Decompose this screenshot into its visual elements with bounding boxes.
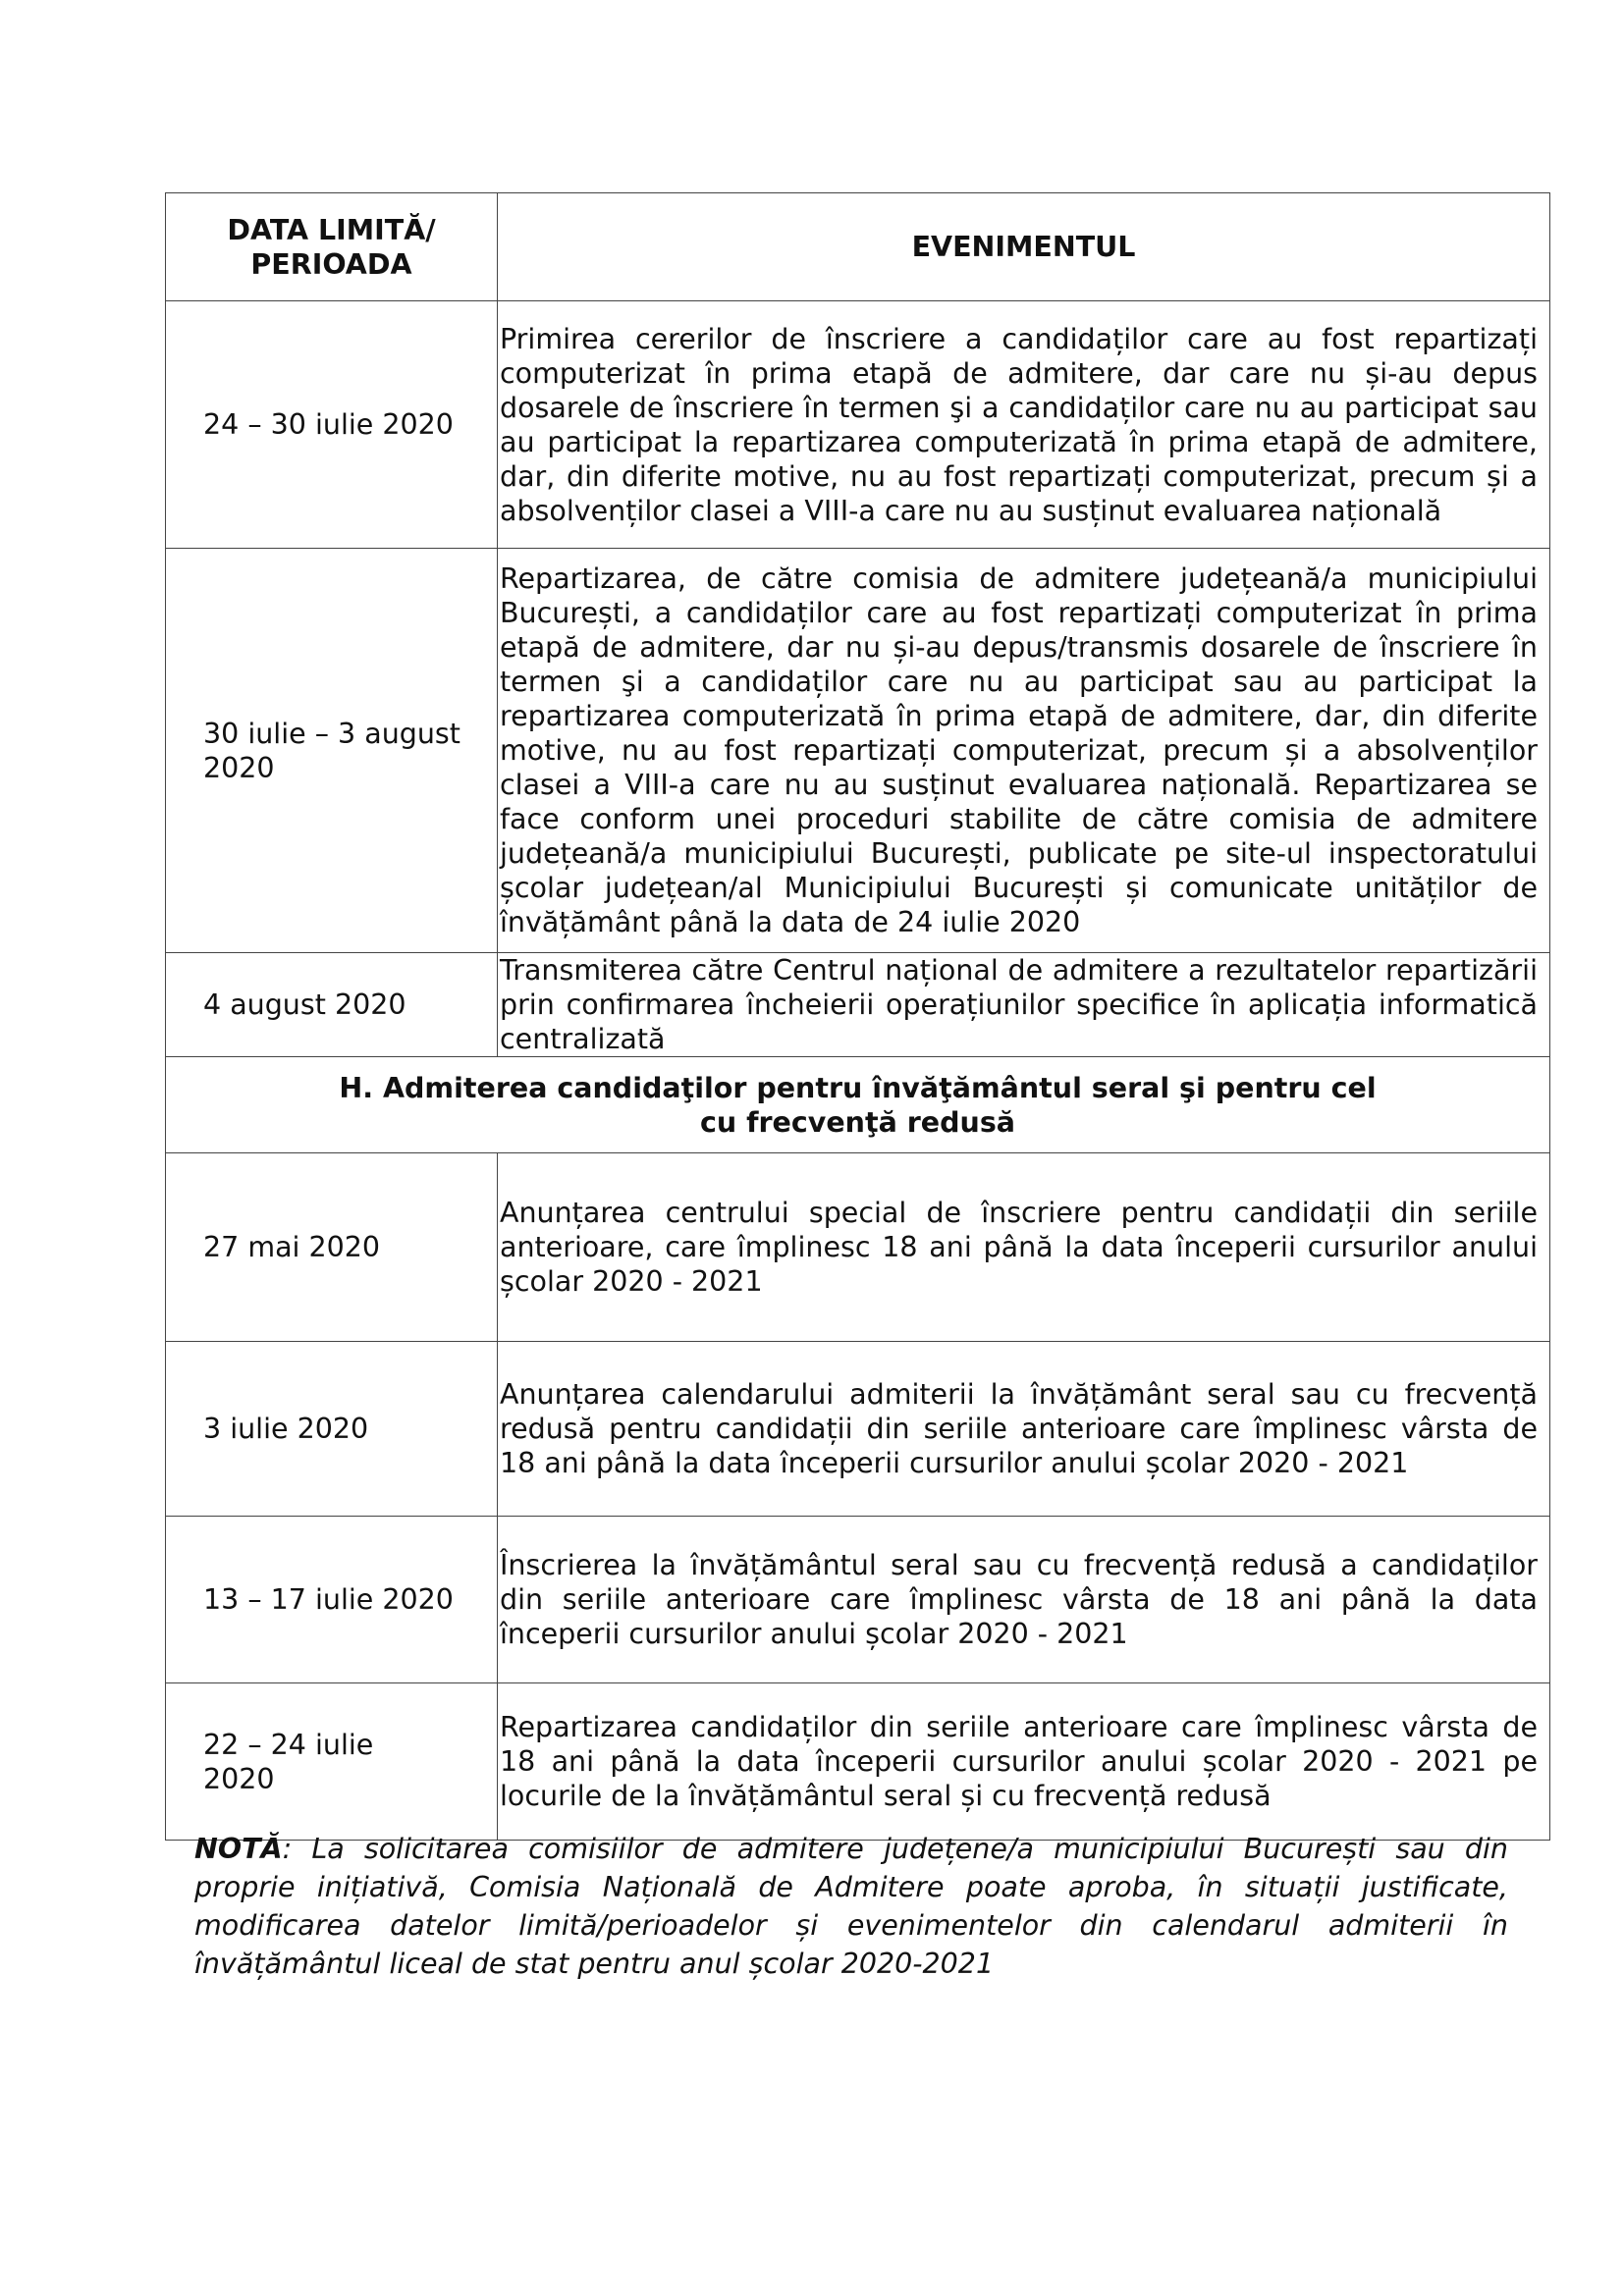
- footnote-label: NOTĂ: [194, 1833, 283, 1865]
- row-event: Primirea cererilor de înscriere a candidaților care au fost repartizați computerizat în prima etapă de admitere, dar care nu și-au depus dosarele de înscriere în termen şi a candidaților care nu au participat sau au participat la repartizarea computerizată în prima etapă de admitere, dar, din diferite motive, nu au fost repartizați computerizat, precum și a absolvenților clasei a VIII-a care nu au susținut evaluarea națională: [498, 301, 1550, 549]
- section-h-line2: cu frecvenţă redusă: [699, 1105, 1016, 1139]
- row-event: Anunțarea calendarului admiterii la învățământ seral sau cu frecvență redusă pentru candidații din seriile anterioare care împlinesc vârsta de 18 ani până la data începerii cursurilor anului școlar 2020 - 2021: [498, 1342, 1550, 1517]
- footnote-text: : La solicitarea comisiilor de admitere județene/a municipiului București sau din proprie inițiativă, Comisia Națională de Admitere poate aproba, în situații justificate, modificarea datelor limită/perioadelor și evenimentelor din calendarul admiterii în învățământul liceal de stat pentru anul școlar 2020-2021: [194, 1833, 1508, 1980]
- table-row: [166, 953, 1550, 1057]
- row-event: Transmiterea către Centrul național de admitere a rezultatelor repartizării prin confirmarea încheierii operațiunilor specifice în aplicația informatică centralizată: [498, 953, 1550, 1057]
- row-date: 3 iulie 2020: [166, 1342, 498, 1517]
- table-row: [166, 549, 1550, 953]
- table-row: [166, 301, 1550, 549]
- row-date: 24 – 30 iulie 2020: [166, 301, 498, 549]
- header-event-cell: EVENIMENTUL: [498, 193, 1550, 301]
- row-event: Repartizarea, de către comisia de admitere județeană/a municipiului București, a candidaților care au fost repartizați computerizat în prima etapă de admitere, dar nu și-au depus/transmis dosarele de înscriere în termen şi a candidaților care nu au participat sau au participat la repartizarea computerizată în prima etapă de admitere, dar, din diferite motive, nu au fost repartizați computerizat, precum și a absolvenților clasei a VIII-a care nu au susținut evaluarea națională. Repartizarea se face conform unei proceduri stabilite de către comisia de admitere județeană/a municipiului București, publicate pe site-ul inspectoratului școlar județean/al Municipiului București și comunicate unităților de învățământ până la data de 24 iulie 2020: [498, 549, 1550, 953]
- row-date: 30 iulie – 3 august 2020: [166, 549, 498, 953]
- row-event: Anunțarea centrului special de înscriere pentru candidații din seriile anterioare, care împlinesc 18 ani până la data începerii cursurilor anului școlar 2020 - 2021: [498, 1153, 1550, 1342]
- table-row: [166, 1342, 1550, 1517]
- header-date-line1: DATA LIMITĂ/: [227, 213, 436, 246]
- row-date: 13 – 17 iulie 2020: [166, 1517, 498, 1683]
- footnote: [194, 1830, 1508, 1983]
- section-heading-row: [166, 1057, 1550, 1153]
- table-row: [166, 1683, 1550, 1841]
- section-h-line1: H. Admiterea candidaţilor pentru învăţământul seral şi pentru cel: [339, 1071, 1377, 1104]
- table-header-row: [166, 193, 1550, 301]
- header-date-cell: [166, 193, 498, 301]
- header-date-line2: PERIOADA: [250, 247, 412, 281]
- row-event: Înscrierea la învățământul seral sau cu frecvență redusă a candidaților din seriile anterioare care împlinesc vârsta de 18 ani până la data începerii cursurilor anului școlar 2020 - 2021: [498, 1517, 1550, 1683]
- table-row: [166, 1153, 1550, 1342]
- row-event: Repartizarea candidaților din seriile anterioare care împlinesc vârsta de 18 ani până la data începerii cursurilor anului școlar 2020 - 2021 pe locurile de la învățământul seral și cu frecvență redusă: [498, 1683, 1550, 1841]
- row-date: 27 mai 2020: [166, 1153, 498, 1342]
- row-date: 22 – 24 iulie 2020: [166, 1683, 498, 1841]
- section-h-heading: [166, 1057, 1550, 1153]
- table-row: [166, 1517, 1550, 1683]
- admission-calendar-table: [165, 192, 1550, 1841]
- row-date: 4 august 2020: [166, 953, 498, 1057]
